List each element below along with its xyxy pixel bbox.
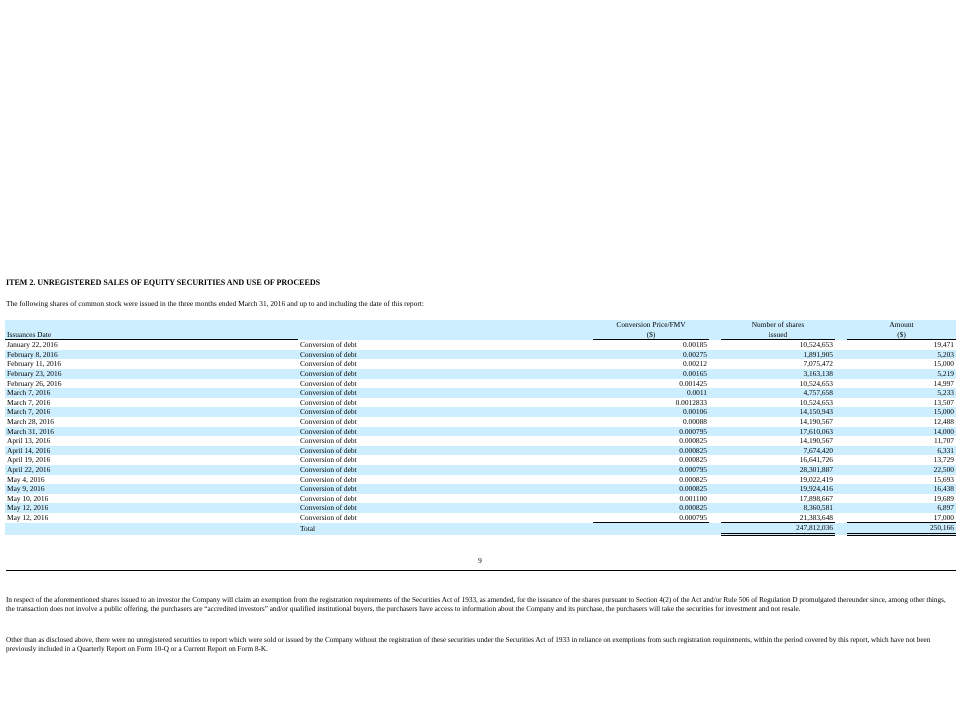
cell-price: 0.00106 bbox=[593, 407, 709, 417]
cell-type: Conversion of debt bbox=[298, 350, 593, 360]
table-row bbox=[5, 465, 956, 475]
cell-gap bbox=[835, 379, 847, 389]
table-row bbox=[5, 398, 956, 408]
cell-date: February 26, 2016 bbox=[7, 378, 62, 388]
cell-shares: 7,674,420 bbox=[721, 446, 835, 456]
cell-price: 0.000795 bbox=[593, 427, 709, 437]
section-heading: ITEM 2. UNREGISTERED SALES OF EQUITY SECURITIES AND USE OF PROCEEDS bbox=[6, 278, 321, 287]
cell-amount: 11,707 bbox=[933, 436, 954, 446]
cell-gap bbox=[835, 417, 847, 427]
table-row bbox=[5, 436, 956, 446]
cell-date: April 22, 2016 bbox=[5, 465, 298, 475]
table-row bbox=[5, 417, 956, 427]
cell-price: 0.000795 bbox=[593, 513, 709, 523]
cell-type: Conversion of debt bbox=[300, 436, 357, 446]
cell-price: 0.0011 bbox=[593, 388, 709, 398]
cell-type: Conversion of debt bbox=[298, 407, 593, 417]
cell-amount: 17,000 bbox=[847, 513, 956, 523]
header-row-1 bbox=[5, 320, 956, 330]
cell-price: 0.001100 bbox=[679, 493, 707, 503]
header-row-2 bbox=[5, 330, 956, 340]
cell-price: 0.000825 bbox=[679, 436, 707, 446]
cell-gap bbox=[709, 350, 721, 360]
table-row bbox=[5, 379, 956, 389]
cell-type: Conversion of debt bbox=[300, 378, 357, 388]
cell-gap bbox=[835, 494, 847, 504]
cell-amount: 15,693 bbox=[933, 474, 954, 484]
cell-gap bbox=[709, 475, 721, 485]
table-row bbox=[5, 359, 956, 369]
cell-date: March 7, 2016 bbox=[5, 388, 298, 398]
cell-gap bbox=[835, 484, 847, 494]
cell-shares: 4,757,658 bbox=[721, 388, 835, 398]
cell-price: 0.0012833 bbox=[675, 397, 707, 407]
table-row bbox=[5, 503, 956, 513]
cell-date: May 12, 2016 bbox=[5, 503, 298, 513]
cell-gap bbox=[835, 369, 847, 379]
cell-amount: 15,000 bbox=[933, 359, 954, 369]
total-shares: 247,812,036 bbox=[721, 523, 835, 535]
cell-gap bbox=[835, 350, 847, 360]
cell-amount: 6,897 bbox=[847, 503, 956, 513]
cell-gap bbox=[835, 427, 847, 437]
cell-gap bbox=[835, 475, 847, 485]
cell-shares: 8,360,581 bbox=[721, 503, 835, 513]
cell-gap bbox=[709, 427, 721, 437]
cell-gap bbox=[709, 494, 721, 504]
cell-amount: 5,203 bbox=[847, 350, 956, 360]
header-date: Issuances Date bbox=[5, 330, 298, 340]
cell-price: 0.001425 bbox=[679, 378, 707, 388]
cell-date: February 23, 2016 bbox=[5, 369, 298, 379]
cell-amount: 6,331 bbox=[847, 446, 956, 456]
cell-shares: 19,924,416 bbox=[721, 484, 835, 494]
cell-type: Conversion of debt bbox=[298, 484, 593, 494]
cell-price: 0.000795 bbox=[593, 465, 709, 475]
header-price: Conversion Price/FMV bbox=[593, 320, 709, 330]
cell-price: 0.000825 bbox=[679, 455, 707, 465]
cell-date: May 12, 2016 bbox=[7, 513, 49, 523]
cell-gap bbox=[709, 484, 721, 494]
cell-gap bbox=[709, 379, 721, 389]
cell-gap bbox=[709, 407, 721, 417]
cell-shares: 1,891,905 bbox=[721, 350, 835, 360]
cell-amount: 22,500 bbox=[847, 465, 956, 475]
cell-type: Conversion of debt bbox=[298, 465, 593, 475]
cell-amount: 13,729 bbox=[933, 455, 954, 465]
cell-amount: 12,488 bbox=[933, 416, 954, 426]
cell-amount: 15,000 bbox=[847, 407, 956, 417]
header-amount-unit: ($) bbox=[847, 330, 956, 340]
cell-gap bbox=[835, 503, 847, 513]
cell-type: Conversion of debt bbox=[300, 455, 357, 465]
cell-gap bbox=[709, 369, 721, 379]
cell-gap bbox=[709, 455, 721, 465]
cell-shares: 10,524,653 bbox=[799, 378, 833, 388]
cell-amount: 14,000 bbox=[847, 427, 956, 437]
cell-gap bbox=[709, 465, 721, 475]
cell-gap bbox=[835, 359, 847, 369]
cell-gap bbox=[709, 398, 721, 408]
table-row bbox=[5, 455, 956, 465]
cell-gap bbox=[835, 388, 847, 398]
intro-text: The following shares of common stock were issued in the three months ended March 31, 2016 and up to and including the date of this report: bbox=[6, 299, 424, 308]
header-amount: Amount bbox=[847, 320, 956, 330]
cell-date: May 4, 2016 bbox=[7, 474, 45, 484]
cell-gap bbox=[709, 446, 721, 456]
cell-amount: 19,689 bbox=[933, 493, 954, 503]
cell-date: April 13, 2016 bbox=[7, 436, 51, 446]
cell-type: Conversion of debt bbox=[300, 359, 357, 369]
cell-gap bbox=[835, 455, 847, 465]
cell-amount: 13,507 bbox=[933, 397, 954, 407]
cell-type: Conversion of debt bbox=[298, 446, 593, 456]
table-row bbox=[5, 446, 956, 456]
cell-shares: 14,190,567 bbox=[799, 436, 833, 446]
cell-type: Conversion of debt bbox=[298, 369, 593, 379]
cell-amount: 14,997 bbox=[933, 378, 954, 388]
table-row bbox=[5, 369, 956, 379]
cell-empty bbox=[593, 523, 709, 535]
cell-gap bbox=[709, 340, 721, 350]
table-row bbox=[5, 475, 956, 485]
table-row bbox=[5, 340, 956, 350]
cell-shares: 14,150,943 bbox=[721, 407, 835, 417]
cell-amount: 5,233 bbox=[847, 388, 956, 398]
cell-shares: 3,163,138 bbox=[721, 369, 835, 379]
cell-gap bbox=[835, 523, 847, 535]
share-issuances-table bbox=[5, 320, 956, 536]
cell-gap bbox=[835, 513, 847, 523]
cell-gap bbox=[709, 436, 721, 446]
cell-shares: 17,898,667 bbox=[799, 493, 833, 503]
table-row bbox=[5, 484, 956, 494]
cell-price: 0.000825 bbox=[679, 474, 707, 484]
cell-date: March 7, 2016 bbox=[7, 397, 51, 407]
header-shares-unit: issued bbox=[721, 330, 835, 340]
cell-gap bbox=[709, 523, 721, 535]
table-row bbox=[5, 427, 956, 437]
cell-type: Conversion of debt bbox=[298, 388, 593, 398]
cell-date: May 9, 2016 bbox=[5, 484, 298, 494]
cell-shares: 21,383,648 bbox=[721, 513, 835, 523]
cell-type: Conversion of debt bbox=[300, 416, 357, 426]
cell-shares: 10,524,653 bbox=[799, 340, 833, 350]
cell-shares: 28,301,887 bbox=[721, 465, 835, 475]
cell-shares: 7,075,472 bbox=[803, 359, 833, 369]
cell-date: March 7, 2016 bbox=[5, 407, 298, 417]
cell-gap bbox=[709, 359, 721, 369]
cell-date: April 14, 2016 bbox=[5, 446, 298, 456]
cell-price: 0.00275 bbox=[593, 350, 709, 360]
cell-type: Conversion of debt bbox=[298, 427, 593, 437]
cell-date: February 8, 2016 bbox=[5, 350, 298, 360]
cell-shares: 19,022,419 bbox=[799, 474, 833, 484]
cell-price: 0.000825 bbox=[593, 446, 709, 456]
cell-shares: 10,524,653 bbox=[799, 397, 833, 407]
cell-amount: 16,438 bbox=[847, 484, 956, 494]
cell-shares: 14,190,567 bbox=[799, 416, 833, 426]
cell-type: Conversion of debt bbox=[300, 493, 357, 503]
cell-gap bbox=[709, 417, 721, 427]
total-amount: 250,166 bbox=[847, 523, 956, 535]
cell-shares: 16,641,726 bbox=[799, 455, 833, 465]
cell-date: April 19, 2016 bbox=[7, 455, 51, 465]
cell-date: January 22, 2016 bbox=[7, 340, 58, 350]
cell-gap bbox=[835, 446, 847, 456]
cell-price: 0.000825 bbox=[593, 484, 709, 494]
cell-gap bbox=[835, 436, 847, 446]
table-row bbox=[5, 513, 956, 523]
cell-type: Conversion of debt bbox=[300, 339, 357, 349]
header-price-unit: ($) bbox=[593, 330, 709, 340]
disclosure-paragraph: Other than as disclosed above, there were no unregistered securities to report which were sold or issued by the Company without the registration of these securities under the Securities Act of 1933 in reliance on exemptions from such registration requirements, within the period covered by this report, which have not been previously included in a Quarterly Report on Form 10-Q or a Current Report on Form 8-K. bbox=[6, 636, 931, 654]
header-shares: Number of shares bbox=[721, 320, 835, 330]
cell-gap bbox=[709, 513, 721, 523]
total-row bbox=[5, 523, 956, 535]
cell-price: 0.00185 bbox=[682, 340, 707, 350]
cell-type: Conversion of debt bbox=[300, 397, 357, 407]
cell-type: Conversion of debt bbox=[298, 503, 593, 513]
cell-type: Conversion of debt bbox=[300, 474, 357, 484]
total-label: Total bbox=[298, 523, 593, 535]
cell-gap bbox=[835, 407, 847, 417]
table-row bbox=[5, 494, 956, 504]
cell-gap bbox=[835, 465, 847, 475]
cell-shares: 17,610,063 bbox=[721, 427, 835, 437]
page-divider bbox=[6, 570, 956, 571]
cell-gap bbox=[835, 398, 847, 408]
cell-date: February 11, 2016 bbox=[7, 359, 62, 369]
cell-type: Conversion of debt bbox=[300, 513, 357, 523]
page-number: 9 bbox=[478, 556, 482, 565]
cell-gap bbox=[835, 340, 847, 350]
table-row bbox=[5, 350, 956, 360]
exemption-paragraph: In respect of the aforementioned shares issued to an investor the Company will claim an exemption from the registration requirements of the Securities Act of 1933, as amended, for the issuance of the shares pursuant to Section 4(2) of the Act and/or Rule 506 of Regulation D promulgated thereunder since, among other things, the transaction does not involve a public offering, the purchasers are “accredited investors” and/or qualified institutional buyers, the purchasers have access to information about the Company and its purchase, the purchasers will take the securities for investment and not resale. bbox=[6, 596, 946, 614]
cell-amount: 19,471 bbox=[933, 340, 954, 350]
cell-price: 0.00165 bbox=[593, 369, 709, 379]
cell-date: March 28, 2016 bbox=[7, 416, 55, 426]
cell-price: 0.000825 bbox=[593, 503, 709, 513]
cell-date: March 31, 2016 bbox=[5, 427, 298, 437]
cell-price: 0.00212 bbox=[682, 359, 707, 369]
cell-gap bbox=[709, 503, 721, 513]
table-row bbox=[5, 407, 956, 417]
cell-date: May 10, 2016 bbox=[7, 493, 49, 503]
cell-amount: 5,219 bbox=[847, 369, 956, 379]
cell-empty bbox=[5, 523, 298, 535]
table-row bbox=[5, 388, 956, 398]
cell-price: 0.00088 bbox=[682, 416, 707, 426]
cell-gap bbox=[709, 388, 721, 398]
